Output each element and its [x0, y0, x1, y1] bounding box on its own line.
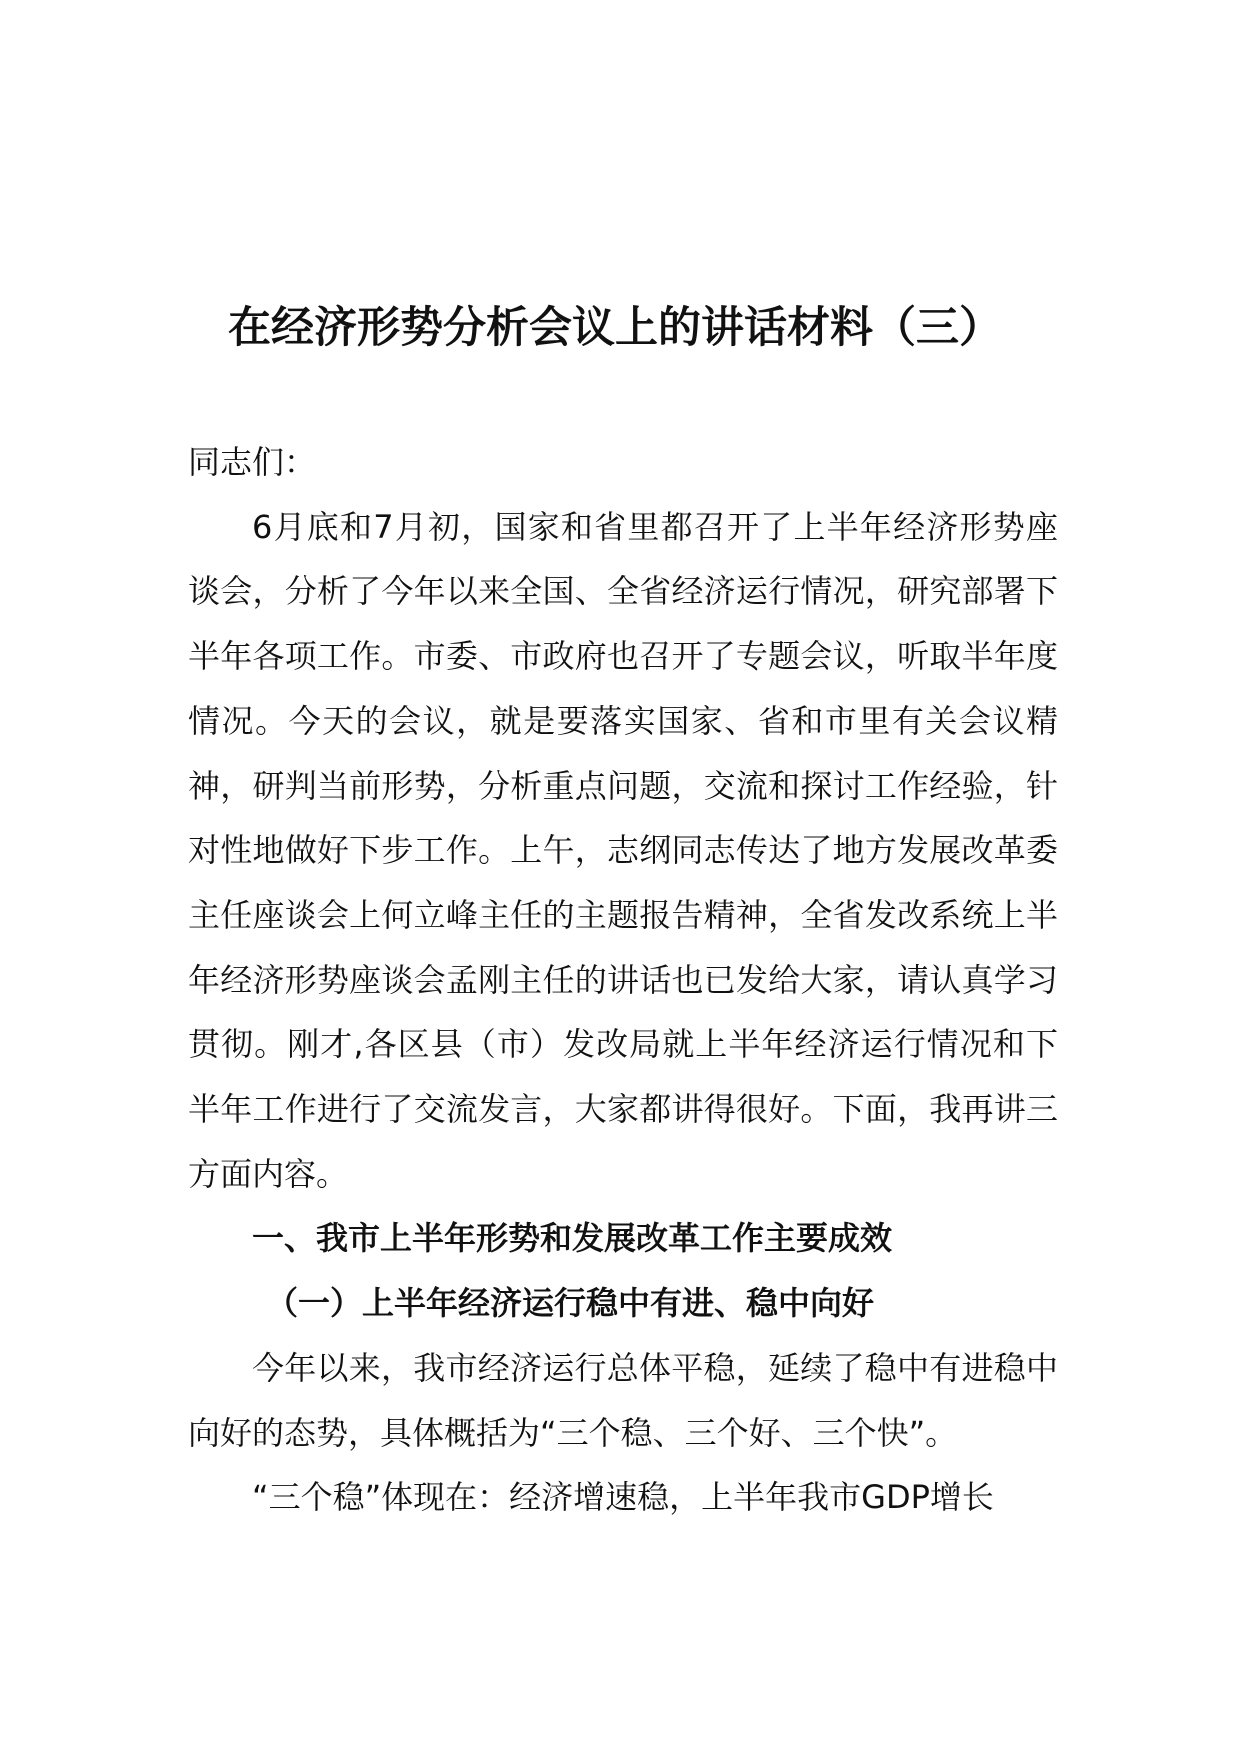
section-heading: 一、我市上半年形势和发展改革工作主要成效 — [252, 1219, 893, 1258]
paragraph-summary: 今年以来，我市经济运行总体平稳，延续了稳中有进稳中向好的态势，具体概括为“三个稳、三个好、三个快”。 — [188, 1348, 1058, 1452]
paragraph-three-stable: “三个稳”体现在：经济增速稳，上半年我市GDP增长 — [252, 1478, 994, 1517]
subsection-heading: （一）上半年经济运行稳中有进、稳中向好 — [266, 1284, 875, 1323]
document-body — [188, 430, 1058, 1530]
salutation: 同志们： — [188, 443, 317, 481]
paragraph-intro: 6月底和7月初，国家和省里都召开了上半年经济形势座谈会，分析了今年以来全国、全省经济运行情况，研究部署下半年各项工作。市委、市政府也召开了专题会议，听取半年度情况。今天的会议，就是要落实国家、省和市里有关会议精神，研判当前形势，分析重点问题，交流和探讨工作经验，针对性地做好下步工作。上午，志纲同志传达了地方发展改革委主任座谈会上何立峰主任的主题报告精神，全省发改系统上半年经济形势座谈会孟刚主任的讲话也已发给大家，请认真学习贯彻。刚才,各区县（市）发改局就上半年经济运行情况和下半年工作进行了交流发言，大家都讲得很好。下面，我再讲三方面内容。 — [188, 507, 1058, 1193]
document-title: 在经济形势分析会议上的讲话材料（三） — [228, 303, 1002, 353]
